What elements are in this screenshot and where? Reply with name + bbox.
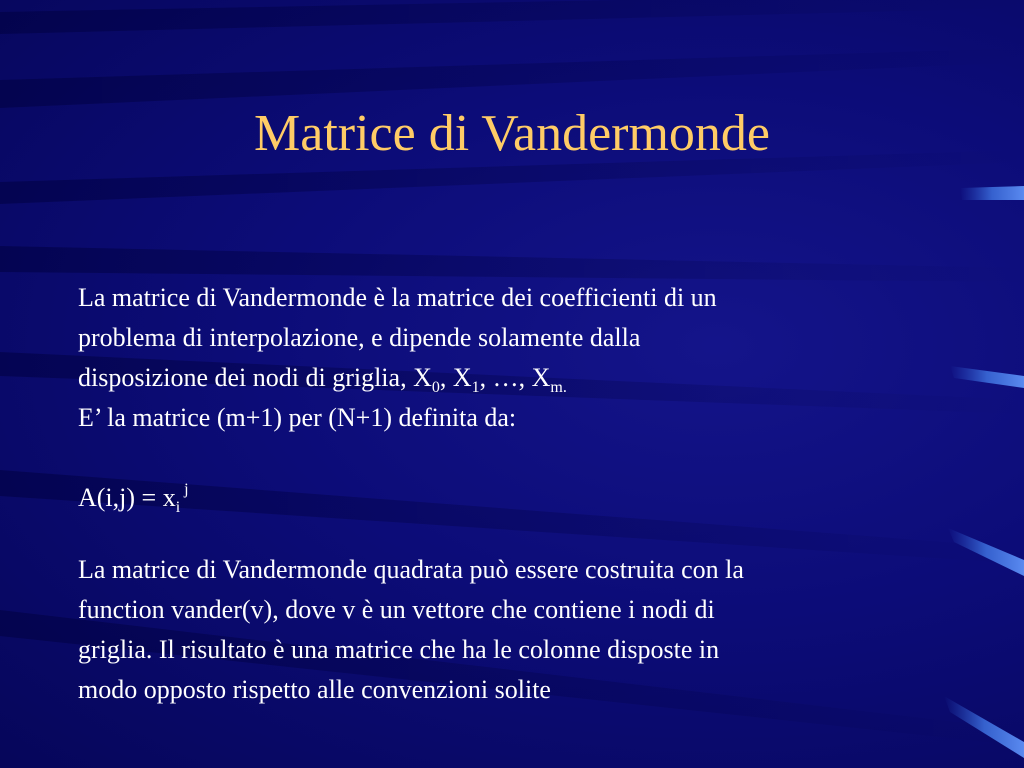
spacer (78, 438, 978, 478)
formula (78, 478, 978, 518)
nodes-text: disposizione dei nodi di griglia, X (78, 363, 432, 392)
paragraph1-line1: La matrice di Vandermonde è la matrice dei coefficienti di un (78, 283, 717, 312)
paragraph1-line3 (78, 358, 978, 398)
slide-title: Matrice di Vandermonde (254, 105, 770, 162)
paragraph2-line3: griglia. Il risultato è una matrice che ha le colonne disposte in (78, 635, 720, 664)
formula-prefix: A(i,j) = x (78, 483, 176, 512)
paragraph1-line2: problema di interpolazione, e dipende solamente dalla (78, 323, 641, 352)
paragraph2-line1: La matrice di Vandermonde quadrata può essere costruita con la (78, 555, 744, 584)
paragraph2-line2: function vander(v), dove v è un vettore che contiene i nodi di (78, 595, 715, 624)
subscript-1: 1 (471, 379, 480, 396)
streak-4 (0, 246, 1024, 282)
formula-subscript: i (175, 499, 181, 516)
paragraph1-line4: E’ la matrice (m+1) per (N+1) definita da: (78, 403, 517, 432)
definition-paragraph (78, 278, 978, 518)
paragraph2-line4: modo opposto rispetto alle convenzioni solite (78, 675, 551, 704)
separator-1: , X (439, 363, 472, 392)
accent-streak-1 (960, 186, 1024, 200)
formula-superscript: j (180, 481, 189, 498)
subscript-0: 0 (431, 379, 440, 396)
streak-1 (0, 0, 1024, 34)
vander-paragraph (78, 550, 978, 710)
streak-2 (0, 48, 1024, 108)
separator-2: , …, X (479, 363, 551, 392)
subscript-m: m. (550, 379, 567, 396)
